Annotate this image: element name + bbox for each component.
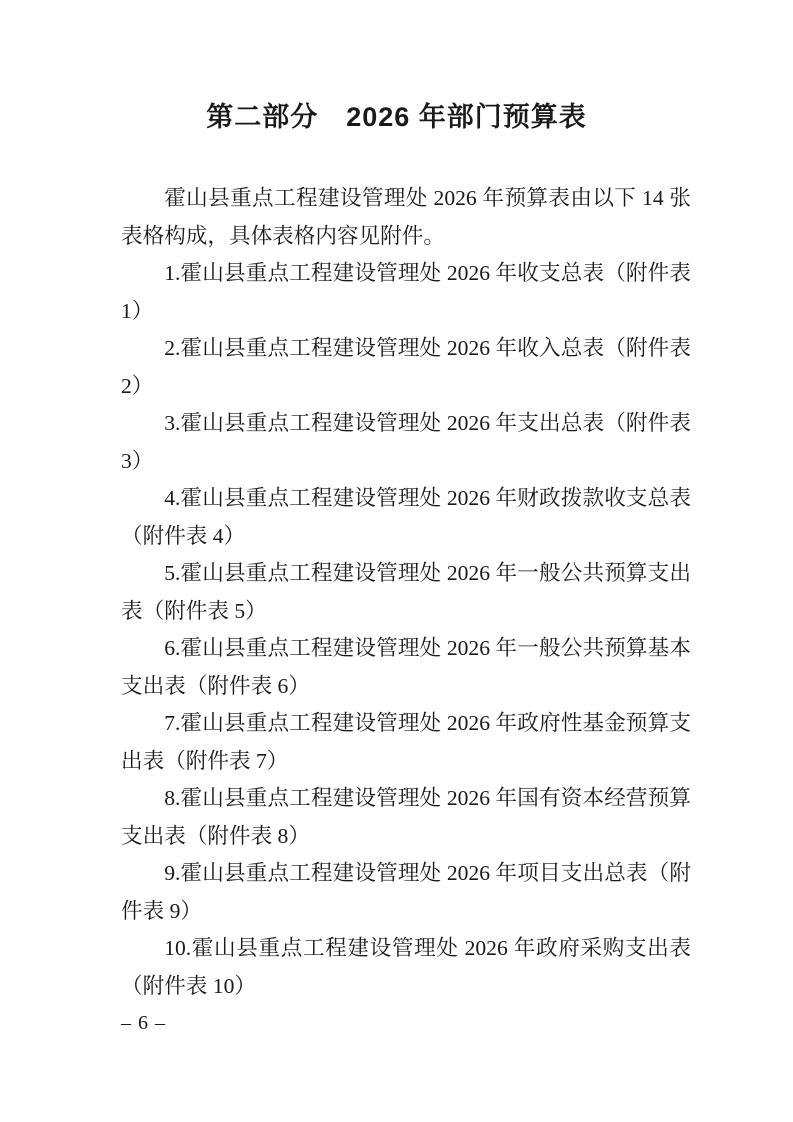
- list-item: 2.霍山县重点工程建设管理处 2026 年收入总表（附件表 2）: [121, 336, 691, 398]
- list-item: 3.霍山县重点工程建设管理处 2026 年支出总表（附件表 3）: [121, 411, 691, 473]
- list-item: 8.霍山县重点工程建设管理处 2026 年国有资本经营预算支出表（附件表 8）: [121, 786, 691, 848]
- list-item: 1.霍山县重点工程建设管理处 2026 年收支总表（附件表 1）: [121, 261, 691, 323]
- document-body: [121, 180, 691, 1005]
- list-item: 6.霍山县重点工程建设管理处 2026 年一般公共预算基本支出表（附件表 6）: [121, 636, 691, 698]
- page-number: – 6 –: [121, 1012, 166, 1034]
- list-item: 4.霍山县重点工程建设管理处 2026 年财政拨款收支总表（附件表 4）: [121, 486, 691, 548]
- section-title: 第二部分 2026 年部门预算表: [206, 102, 587, 132]
- list-item: 10.霍山县重点工程建设管理处 2026 年政府采购支出表（附件表 10）: [121, 936, 691, 998]
- list-item: 9.霍山县重点工程建设管理处 2026 年项目支出总表（附件表 9）: [121, 861, 691, 923]
- list-item: 5.霍山县重点工程建设管理处 2026 年一般公共预算支出表（附件表 5）: [121, 561, 691, 623]
- intro-paragraph: 霍山县重点工程建设管理处 2026 年预算表由以下 14 张表格构成，具体表格内容见附件。: [121, 186, 691, 248]
- list-item: 7.霍山县重点工程建设管理处 2026 年政府性基金预算支出表（附件表 7）: [121, 711, 691, 773]
